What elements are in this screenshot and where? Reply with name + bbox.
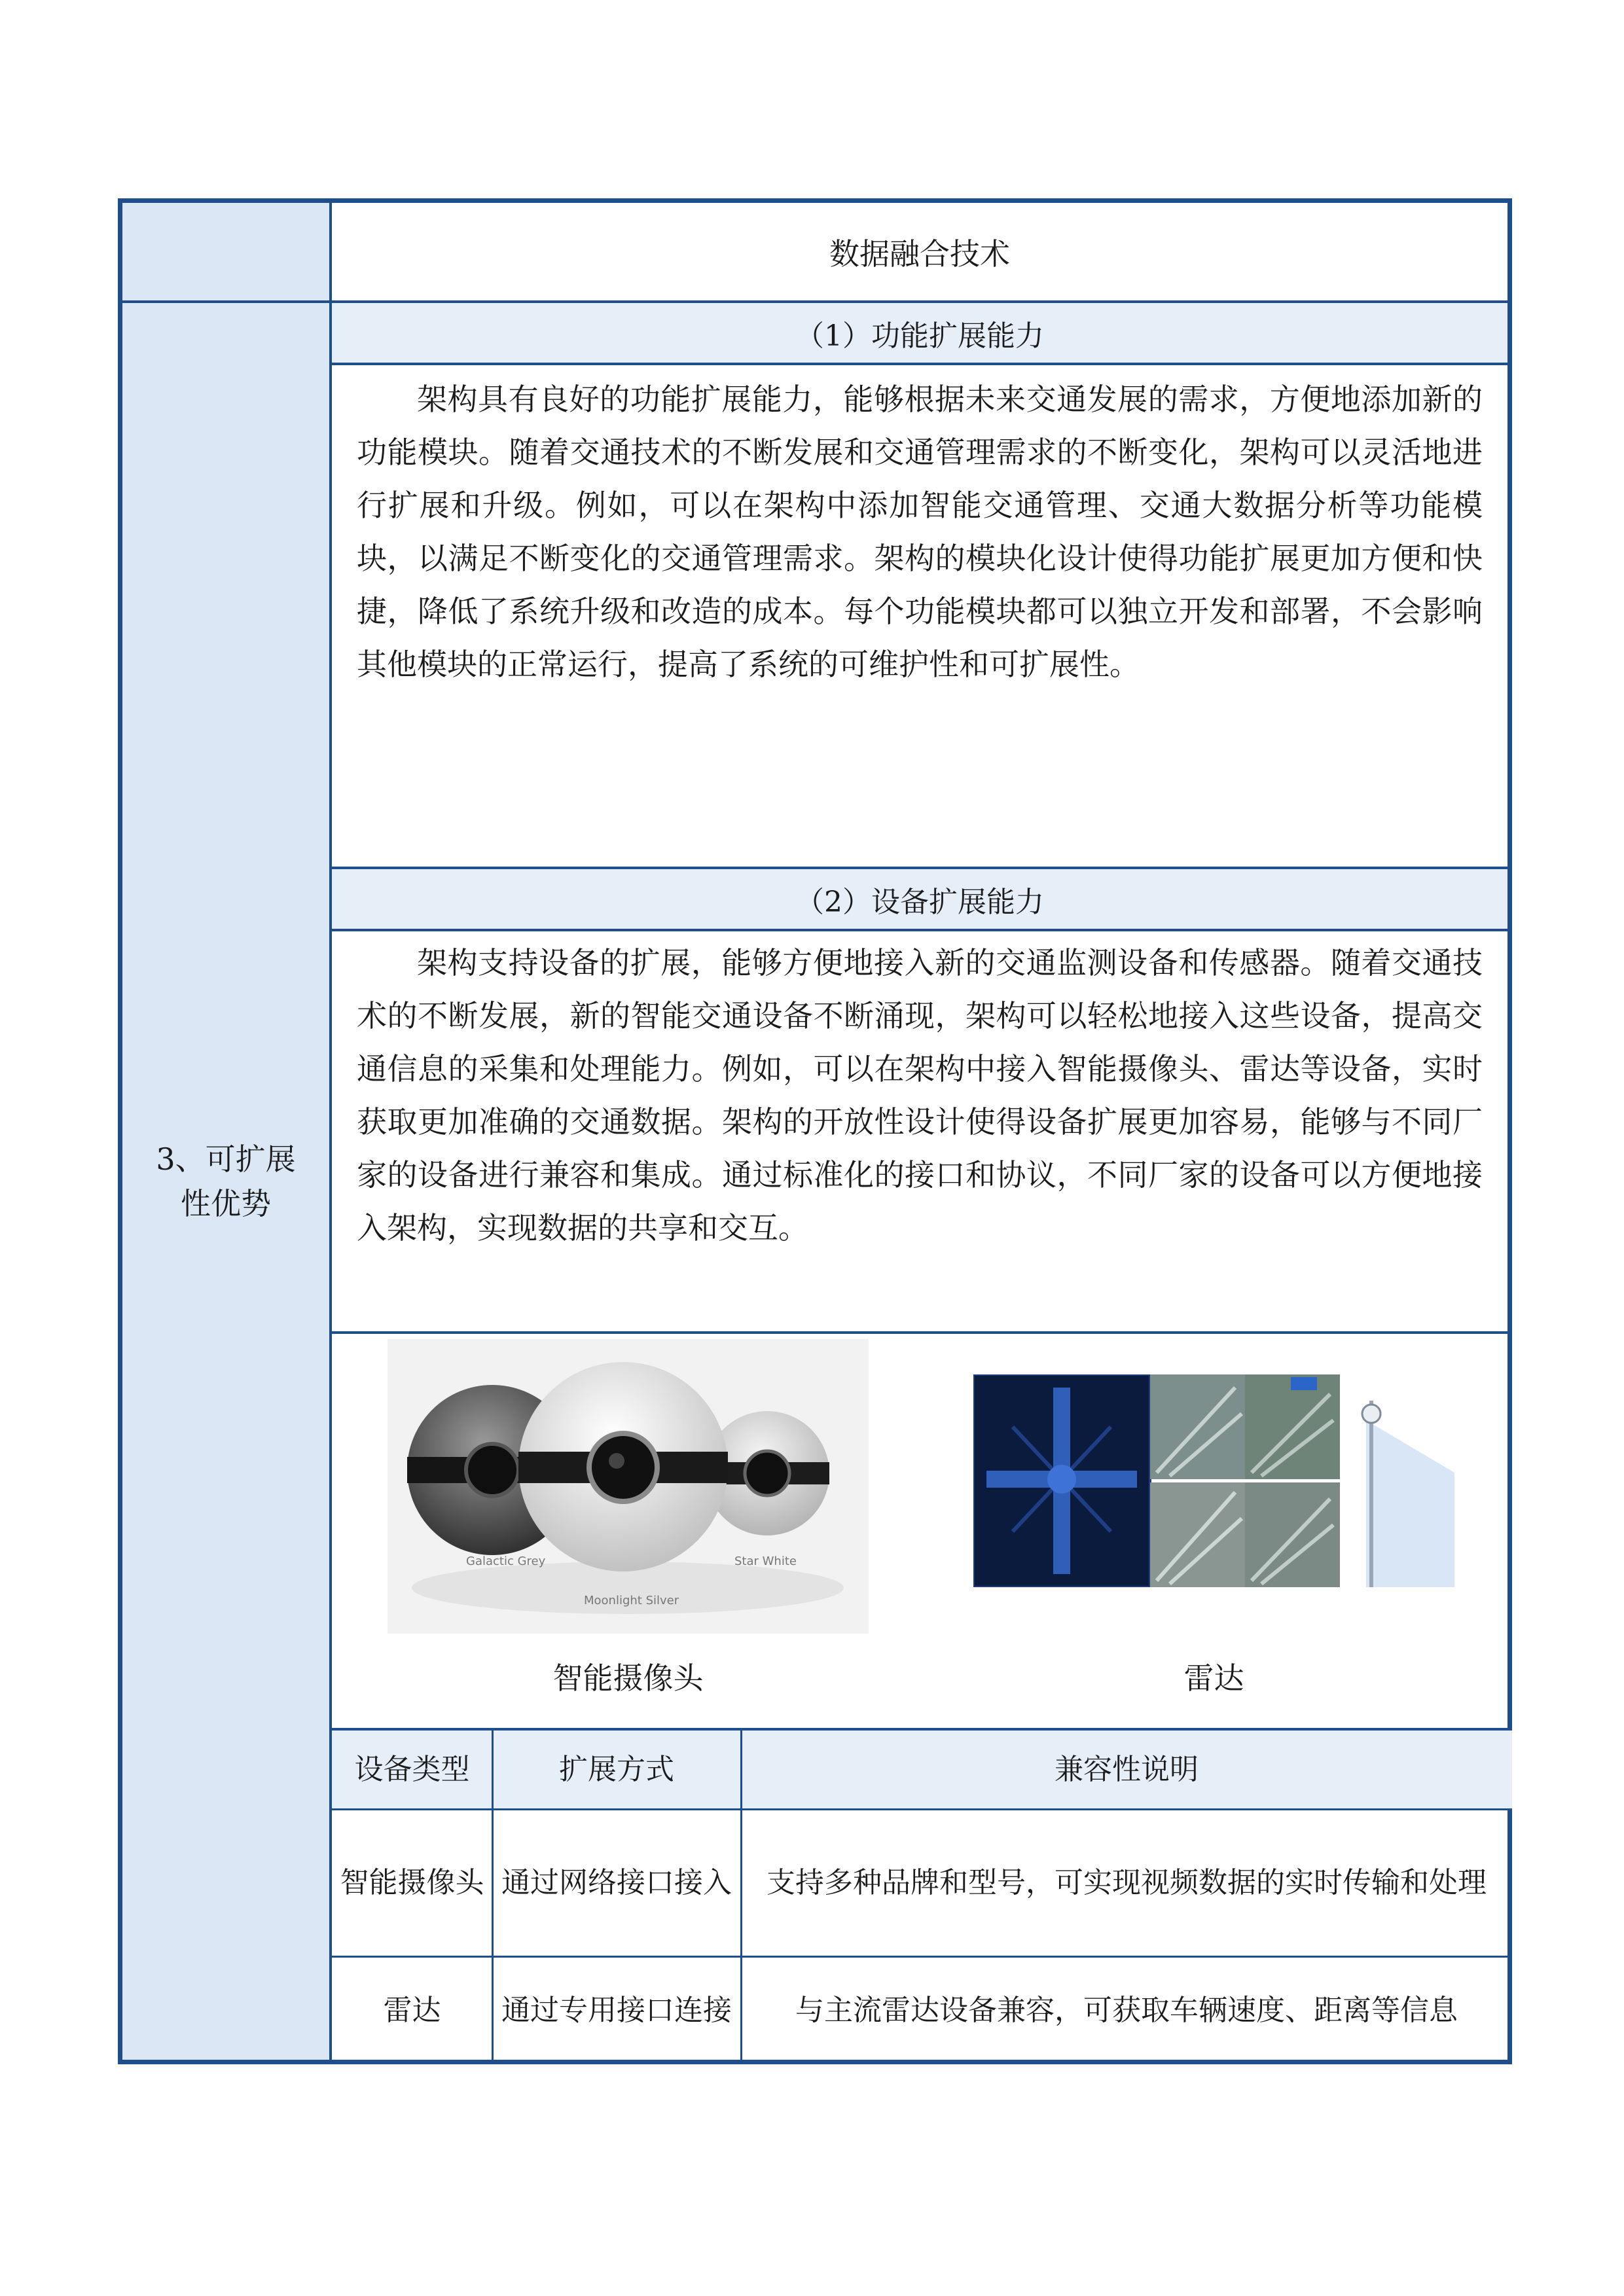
header-expansion-method: 扩展方式: [492, 1731, 741, 1809]
section-label: 3、可扩展性优势: [156, 1141, 296, 1221]
header-device-type: 设备类型: [332, 1731, 492, 1809]
table-divider: [332, 1956, 1512, 1958]
table-divider: [740, 1731, 742, 2064]
sub1-body: 架构具有良好的功能扩展能力，能够根据未来交通发展的需求，方便地添加新的功能模块。随着交通技术的不断发展和交通管理需求的不断变化，架构可以灵活地进行扩展和升级。例如，可以在架构中添加智能交通管理、交通大数据分析等功能模块，以满足不断变化的交通管理需求。架构的模块化设计使得功能扩展更加方便和快捷，降低了系统升级和改造的成本。每个功能模块都可以独立开发和部署，不会影响其他模块的正常运行，提高了系统的可维护性和可扩展性。: [357, 382, 1483, 682]
sub2-paragraph: [332, 931, 1507, 1334]
header-compatibility: 兼容性说明: [741, 1731, 1512, 1809]
section-label-cell: [122, 303, 332, 2060]
table-row: 智能摄像头: [340, 1865, 484, 1899]
radar-image: [973, 1374, 1454, 1587]
camera-caption: 智能摄像头: [552, 1660, 704, 1696]
table-divider: [332, 1808, 1512, 1810]
table-divider: [492, 1731, 494, 2064]
camera-label-white: Star White: [734, 1554, 797, 1568]
table-row: 与主流雷达设备兼容，可获取车辆速度、距离等信息: [795, 1993, 1458, 2027]
table-row: 通过网络接口接入: [501, 1865, 732, 1899]
left-header-cell: [122, 203, 332, 303]
feature-table: [118, 198, 1512, 2064]
camera-label-silver: Moonlight Silver: [584, 1594, 679, 1607]
image-row: [332, 1334, 1507, 1731]
sub2-body: 架构支持设备的扩展，能够方便地接入新的交通监测设备和传感器。随着交通技术的不断发展，新的智能交通设备不断涌现，架构可以轻松地接入这些设备，提高交通信息的采集和处理能力。例如，可以在架构中接入智能摄像头、雷达等设备，实时获取更加准确的交通数据。架构的开放性设计使得设备扩展更加容易，能够与不同厂家的设备进行兼容和集成。通过标准化的接口和协议，不同厂家的设备可以方便地接入架构，实现数据的共享和交互。: [357, 945, 1483, 1246]
sub1-heading: （1）功能扩展能力: [332, 303, 1507, 365]
table-row: 雷达: [383, 1993, 441, 2027]
radar-caption: 雷达: [1183, 1660, 1244, 1696]
table-title: 数据融合技术: [332, 203, 1507, 303]
table-row: 支持多种品牌和型号，可实现视频数据的实时传输和处理: [767, 1865, 1487, 1899]
sub1-paragraph: [332, 365, 1507, 869]
device-table: [332, 1731, 1512, 2064]
table-row: 通过专用接口连接: [501, 1993, 732, 2027]
camera-image: [388, 1339, 869, 1634]
sub2-heading: （2）设备扩展能力: [332, 869, 1507, 931]
camera-label-grey: Galactic Grey: [466, 1554, 546, 1568]
